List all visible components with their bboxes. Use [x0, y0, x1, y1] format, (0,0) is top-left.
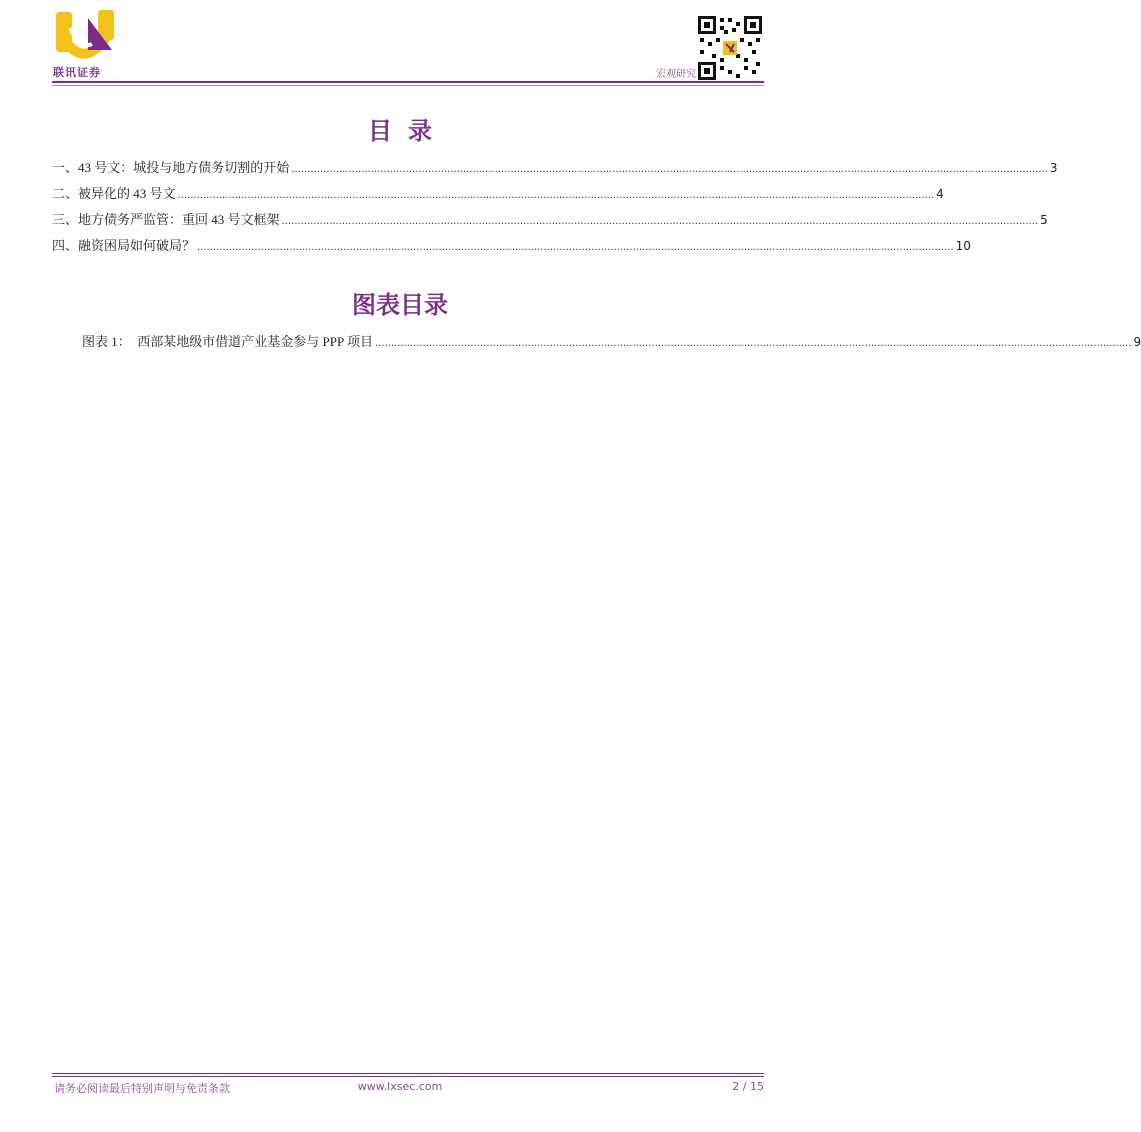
figure-list-title: 图表目录 — [352, 291, 448, 319]
figure-entry-label: 图表 1： 西部某地级市借道产业基金参与 PPP 项目 — [82, 334, 373, 349]
figure-entry[interactable] — [82, 331, 1141, 357]
dot-leader: .............................................................................................................................................................................................................................................. — [374, 338, 1132, 349]
dot-leader: .............................................................................................................................................................................................................................................. — [291, 164, 1048, 175]
footer-website-link[interactable]: www.lxsec.com — [357, 1080, 443, 1093]
toc-list — [52, 157, 1058, 261]
toc-title: 目录 — [368, 117, 448, 145]
toc-entry-page: 4 — [936, 187, 944, 201]
toc-entry-label: 一、43 号文：城投与地方债务切割的开始 — [52, 160, 290, 175]
dot-leader: .............................................................................................................................................................................................................................................. — [281, 216, 1039, 227]
footer-disclaimer: 请务必阅读最后特别声明与免责条款 — [54, 1083, 230, 1095]
toc-entry[interactable] — [52, 157, 1058, 183]
section-label: 宏观研究 — [656, 69, 696, 80]
header-rule — [52, 81, 764, 83]
footer-rule — [52, 1073, 764, 1074]
qr-code — [698, 16, 762, 80]
figure-list — [82, 331, 1141, 357]
toc-entry[interactable] — [52, 209, 1048, 235]
toc-entry[interactable] — [52, 183, 944, 209]
figure-entry-page: 9 — [1133, 335, 1141, 349]
dot-leader: .............................................................................................................................................................................................................................................. — [197, 242, 954, 253]
toc-entry-label: 二、被异化的 43 号文 — [52, 186, 176, 201]
toc-entry-page: 5 — [1040, 213, 1048, 227]
toc-entry[interactable] — [52, 235, 971, 261]
toc-entry-label: 四、融资困局如何破局？ — [52, 238, 196, 253]
toc-entry-page: 3 — [1049, 161, 1058, 175]
toc-entry-label: 三、地方债务严监管：重回 43 号文框架 — [52, 212, 280, 227]
page-indicator: 2 / 15 — [732, 1080, 764, 1093]
logo-wordmark: 联讯证券 — [53, 66, 101, 79]
footer-rule-thin — [52, 1076, 764, 1077]
header-rule-thin — [52, 85, 764, 86]
toc-entry-page: 10 — [955, 239, 971, 253]
dot-leader: .............................................................................................................................................................................................................................................. — [177, 190, 935, 201]
